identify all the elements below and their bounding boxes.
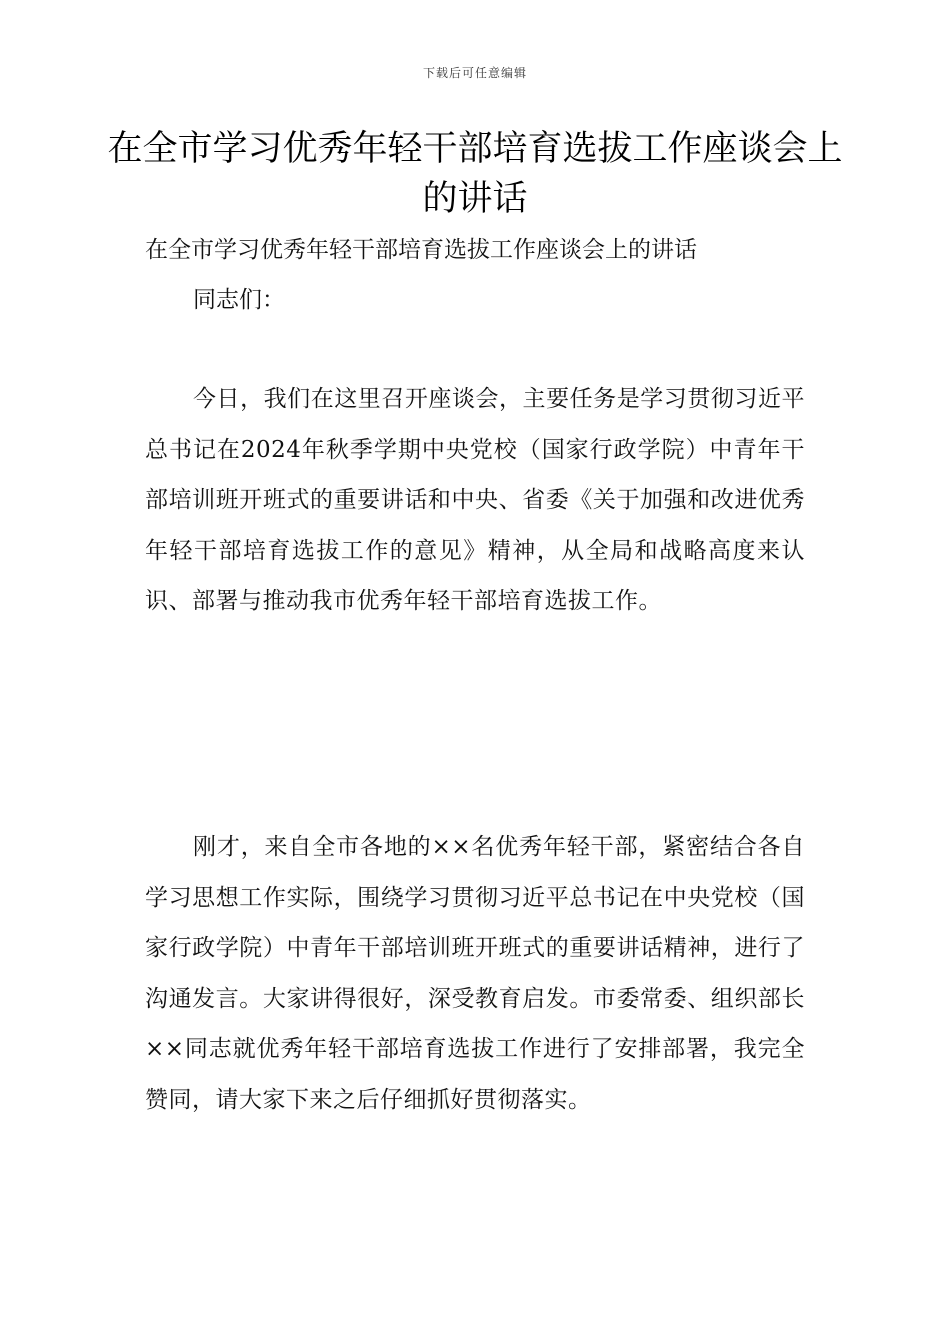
page-header-note: 下载后可任意编辑 — [422, 66, 527, 80]
body-paragraph-1: 今日，我们在这里召开座谈会，主要任务是学习贯彻习近平总书记在2024年秋季学期中央党校（国家行政学院）中青年干部培训班开班式的重要讲话和中央、省委《关于加强和改进优秀年轻干部培育选拔工作的意见》精神，从全局和战略高度来认识、部署与推动我市优秀年轻干部培育选拔工作。 — [145, 386, 805, 614]
salutation: 同志们： — [193, 287, 285, 313]
document-title: 在全市学习优秀年轻干部培育选拔工作座谈会上的讲话 — [107, 129, 843, 219]
body-paragraph-2: 刚才，来自全市各地的××名优秀年轻干部，紧密结合各自学习思想工作实际，围绕学习贯彻习近平总书记在中央党校（国家行政学院）中青年干部培训班开班式的重要讲话精神，进行了沟通发言。大家讲得很好，深受教育启发。市委常委、组织部长××同志就优秀年轻干部培育选拔工作进行了安排部署，我完全赞同，请大家下来之后仔细抓好贯彻落实。 — [145, 834, 805, 1113]
document-subtitle: 在全市学习优秀年轻干部培育选拔工作座谈会上的讲话 — [145, 237, 697, 263]
